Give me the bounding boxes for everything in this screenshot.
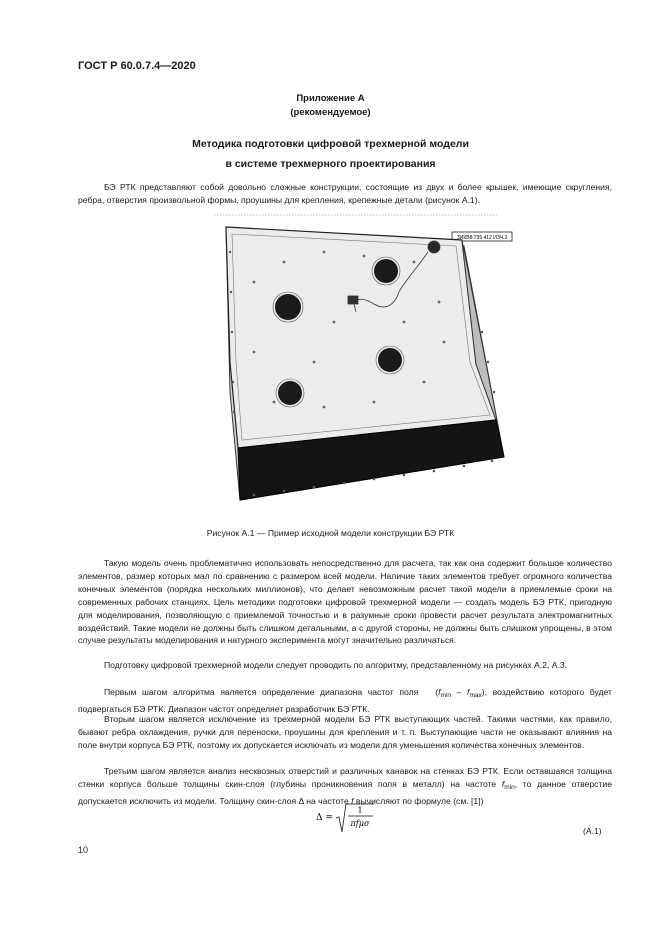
- f-min-symbol-2: f: [501, 778, 505, 789]
- f-min-sub-2: min: [504, 783, 515, 791]
- paragraph-4: Первым шагом алгоритма является определение диапазона частот поля $(f_{min} - f_{max})$, воздействию которого будет подвергаться БЭ РТК. Диапазон частот определяет разработчик БЭ РТК.: [78, 687, 612, 714]
- section-title-line1: Методика подготовки цифровой трехмерной модели: [192, 138, 469, 150]
- paragraph-2: Такую модель очень проблематично использовать непосредственно для расчета, так как она содержит большое количество элементов, размер которых мал по сравнению с размером всей модели. Наличие таких элементов требует огромного количества конечных элементов (порядка нескольких миллионов), что делает невозможным расчет такой модели в приемлемые сроки на современных рабочих станциях. Цель методики подготовки цифровой трехмерной модели — создать модель БЭ РТК, пригодную для моделирования, позволяющую с приемлемой точностью и в разумные сроки провести расчет результата электромагнитных воздействий. Такие модели не должны быть слишком детальными, а с другой стороны, не должны быть слишком упрощены, в этом случае результаты моделирования и натурного эксперимента могут значительно различаться.: [78, 558, 612, 646]
- formula-lhs: Δ =: [316, 813, 333, 823]
- f-symbol: f: [351, 795, 354, 806]
- page-number: 10: [78, 845, 89, 855]
- document-header: ГОСТ Р 60.0.7.4—2020: [78, 60, 196, 72]
- paragraph-1: БЭ РТК представляют собой довольно сложные конструкции, состоящие из двух и более крышек, имеющие скругления, ребра, отверстия произвольной формы, проушины для крепления, крепежные детали (рисунок А.1).: [78, 182, 612, 205]
- section-title-line2: в системе трехмерного проектирования: [225, 158, 436, 170]
- formula-skin-depth: [316, 795, 376, 838]
- figure-caption: Рисунок А.1 — Пример исходной модели конструкции БЭ РТК: [206, 528, 455, 538]
- f-min-sub: min: [440, 692, 451, 699]
- figure-enclosure-model: [214, 212, 516, 512]
- figure-label-tag-text: ЗИКВ8.735.412 ИЗЧ.3: [456, 235, 508, 241]
- p4-text-a: Первым шагом алгоритма является определение диапазона частот поля: [104, 687, 419, 697]
- p6-text-a: Третьим шагом является анализ несквозных отверстий и различных канавок на стенках БЭ РТК. Если оставшаяся толщина стенки корпуса больше толщины скин-слоя (глубины проникновения поля в металл) на частоте: [78, 766, 612, 789]
- appendix-title: Приложение А: [296, 93, 365, 104]
- paragraph-3: Подготовку цифровой трехмерной модели следует проводить по алгоритму, представленному на рисунках А.2, А.3.: [104, 660, 567, 670]
- equation-number: (А.1): [583, 826, 602, 836]
- f-max-sub: max: [469, 692, 482, 699]
- formula-denominator: πfμσ: [350, 819, 370, 828]
- appendix-subtitle: (рекомендуемое): [290, 107, 371, 118]
- p4-text-b: ), воздействию которого будет подвергаться БЭ РТК. Диапазон частот определяет разработчик БЭ РТК.: [78, 687, 612, 714]
- f-max-symbol: f: [467, 687, 470, 697]
- p6-text-b: , то данное отверстие допускается исключить из модели. Толщину скин-слоя Δ на частоте: [78, 778, 612, 806]
- f-min-symbol: f: [438, 687, 441, 697]
- p4-dash: –: [450, 687, 468, 697]
- appendix-heading: [0, 92, 661, 120]
- paragraph-5: Вторым шагом является исключение из трехмерной модели БЭ РТК выступающих частей. Такими частями, как правило, бывают ребра охлаждения, ручки для переноски, проушины для крепления и т. п. Выступающие части не оказывают влияния на поле внутри корпуса БЭ РТК, поэтому их допускается исключать из модели для уменьшения количества конечных элементов.: [78, 714, 612, 750]
- formula-numerator: 1: [357, 806, 363, 815]
- section-title: [0, 134, 661, 174]
- p6-text-c: вычисляют по формуле (см. [1]): [355, 795, 484, 806]
